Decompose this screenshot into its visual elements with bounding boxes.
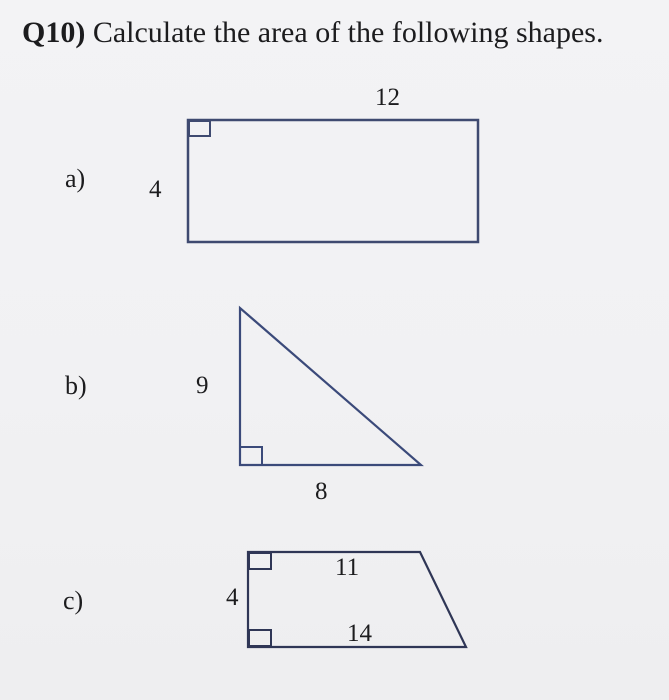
triangle-shape xyxy=(240,308,421,465)
rectangle-shape xyxy=(188,120,478,242)
part-a-label: a) xyxy=(65,164,86,193)
rectangle-right-angle-marker xyxy=(189,121,210,136)
triangle-right-angle-marker xyxy=(240,447,262,465)
part-b-label: b) xyxy=(65,371,87,400)
rectangle-width-label: 12 xyxy=(375,84,400,111)
question-number: Q10) xyxy=(22,16,86,49)
trapezium-bottom-right-angle-marker xyxy=(249,630,271,646)
trapezium-shape xyxy=(248,552,466,647)
trapezium-top-right-angle-marker xyxy=(249,553,271,569)
part-c-label: c) xyxy=(63,586,84,615)
trapezium-height-label: 4 xyxy=(226,584,239,611)
question-text: Calculate the area of the following shapes. xyxy=(92,16,604,49)
rectangle-height-label: 4 xyxy=(149,176,162,203)
trapezium-top-label: 11 xyxy=(335,554,360,581)
triangle-height-label: 9 xyxy=(196,372,209,399)
trapezium-bottom-label: 14 xyxy=(347,620,372,647)
triangle-base-label: 8 xyxy=(315,478,328,505)
